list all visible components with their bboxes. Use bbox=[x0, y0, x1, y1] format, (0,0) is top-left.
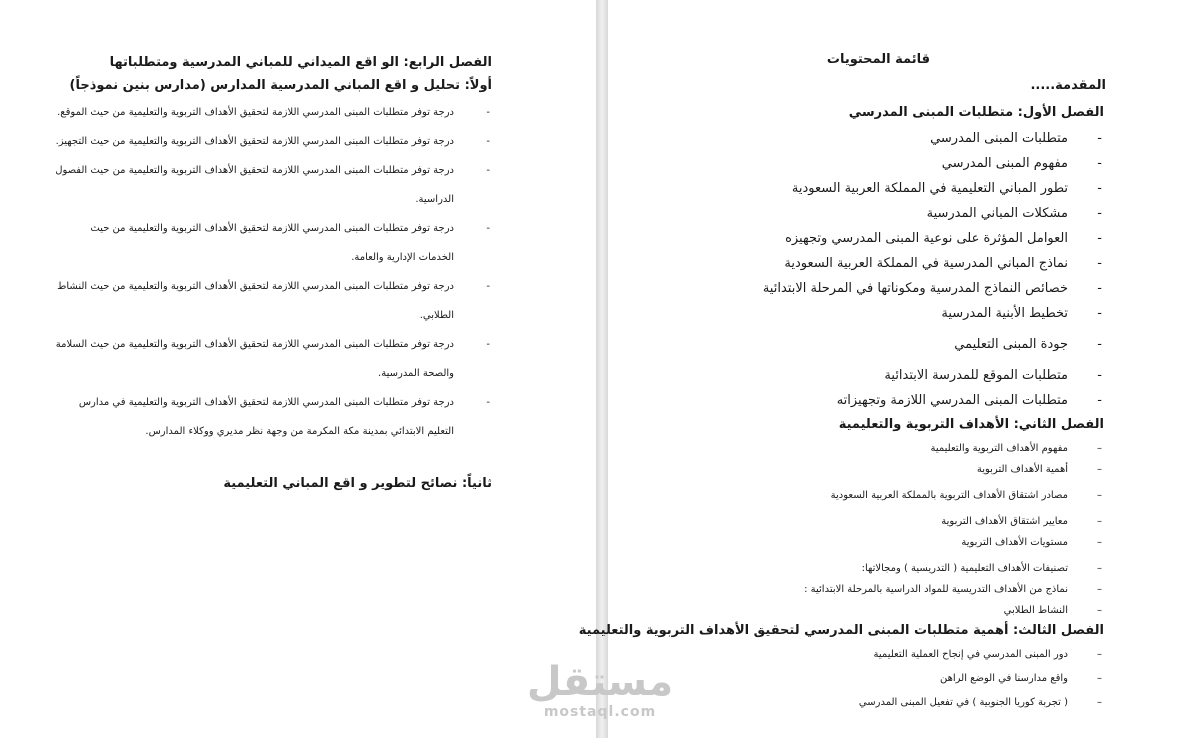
toc-item: - تطور المباني التعليمية في المملكة العربية السعودية bbox=[644, 176, 1104, 201]
toc-item: - تخطيط الأبنية المدرسية bbox=[644, 301, 1104, 326]
watermark-logo: مستقل bbox=[526, 659, 674, 705]
list-item: - درجة توفر متطلبات المبنى المدرسي اللازمة لتحقيق الأهداف التربوية والتعليمية من حيث السلامة والصحة المدرسية. bbox=[52, 330, 492, 388]
toc-item: – مصادر اشتقاق الأهداف التربوية بالمملكة العربية السعودية bbox=[644, 485, 1104, 506]
chapter1-section bbox=[644, 102, 1104, 413]
chapter3-title: الفصل الثالث: أهمية متطلبات المبنى المدرسي لتحقيق الأهداف التربوية والتعليمية bbox=[578, 623, 1104, 638]
toc-item: – دور المبنى المدرسي في إنجاح العملية التعليمية bbox=[644, 644, 1104, 665]
chapter2-section bbox=[644, 414, 1104, 621]
toc-item: – مفهوم الأهداف التربوية والتعليمية bbox=[644, 438, 1104, 459]
toc-item: - مفهوم المبنى المدرسي bbox=[644, 151, 1104, 176]
toc-item: – النشاط الطلابي bbox=[644, 600, 1104, 621]
chapter4-title: الفصل الرابع: الو اقع الميداني للمباني المدرسية ومتطلباتها bbox=[109, 55, 492, 70]
left-page bbox=[0, 0, 596, 738]
list-item: - درجة توفر متطلبات المبنى المدرسي اللازمة لتحقيق الأهداف التربوية والتعليمية من حيث الخدمات الإدارية والعامة. bbox=[52, 214, 492, 272]
watermark bbox=[520, 660, 680, 720]
list-item: - درجة توفر متطلبات المبنى المدرسي اللازمة لتحقيق الأهداف التربوية والتعليمية من حيث النشاط الطلابي. bbox=[52, 272, 492, 330]
toc-item: - جودة المبنى التعليمي bbox=[644, 332, 1104, 357]
toc-item: - متطلبات الموقع للمدرسة الابتدائية bbox=[644, 363, 1104, 388]
analysis-list bbox=[52, 98, 492, 446]
toc-item: – أهمية الأهداف التربوية bbox=[644, 459, 1104, 480]
section2-title: ثانياً: نصائح لتطوير و اقع المباني التعليمية bbox=[223, 476, 492, 491]
chapter2-list bbox=[644, 438, 1104, 621]
toc-item: - نماذج المباني المدرسية في المملكة العربية السعودية bbox=[644, 251, 1104, 276]
list-item: - درجة توفر متطلبات المبنى المدرسي اللازمة لتحقيق الأهداف التربوية والتعليمية من حيث الموقع. bbox=[52, 98, 492, 127]
toc-title: قائمة المحتويات bbox=[826, 52, 930, 67]
watermark-url: mostaql.com bbox=[543, 704, 657, 720]
chapter4-section bbox=[52, 52, 492, 446]
chapter3-list bbox=[644, 644, 1104, 713]
toc-item: - متطلبات المبنى المدرسي اللازمة وتجهيزاته bbox=[644, 388, 1104, 413]
toc-item: – معايير اشتقاق الأهداف التربوية bbox=[644, 511, 1104, 532]
toc-item: – ( تجربة كوريا الجنوبية ) في تفعيل المبنى المدرسي bbox=[644, 692, 1104, 713]
toc-item: - العوامل المؤثرة على نوعية المبنى المدرسي وتجهيزه bbox=[644, 226, 1104, 251]
toc-item: – مستويات الأهداف التربوية bbox=[644, 532, 1104, 553]
toc-intro: المقدمة..... bbox=[1030, 78, 1106, 93]
toc-item: - متطلبات المبنى المدرسي bbox=[644, 126, 1104, 151]
toc-item: - مشكلات المباني المدرسية bbox=[644, 201, 1104, 226]
list-item: - درجة توفر متطلبات المبنى المدرسي اللازمة لتحقيق الأهداف التربوية والتعليمية من حيث التجهيز. bbox=[52, 127, 492, 156]
toc-item: - خصائص النماذج المدرسية ومكوناتها في المرحلة الابتدائية bbox=[644, 276, 1104, 301]
section1-title: أولاً: تحليل و اقع المباني المدرسية المدارس (مدارس بنين نموذجاً) bbox=[69, 78, 492, 93]
list-item: - درجة توفر متطلبات المبنى المدرسي اللازمة لتحقيق الأهداف التربوية والتعليمية من حيث الفصول الدراسية. bbox=[52, 156, 492, 214]
toc-item: – تصنيفات الأهداف التعليمية ( التدريسية ) ومجالاتها: bbox=[644, 558, 1104, 579]
chapter2-title: الفصل الثاني: الأهداف التربوية والتعليمية bbox=[838, 417, 1104, 432]
chapter1-title: الفصل الأول: متطلبات المبنى المدرسي bbox=[848, 105, 1104, 120]
toc-item: – واقع مدارسنا في الوضع الراهن bbox=[644, 668, 1104, 689]
toc-item: – نماذج من الأهداف التدريسية للمواد الدراسية بالمرحلة الابتدائية : bbox=[644, 579, 1104, 600]
chapter1-list bbox=[644, 126, 1104, 413]
list-item: - درجة توفر متطلبات المبنى المدرسي اللازمة لتحقيق الأهداف التربوية والتعليمية في مدارس التعليم الابتدائي بمدينة مكة المكرمة من وجهة نظر مديري ووكلاء المدارس. bbox=[52, 388, 492, 446]
